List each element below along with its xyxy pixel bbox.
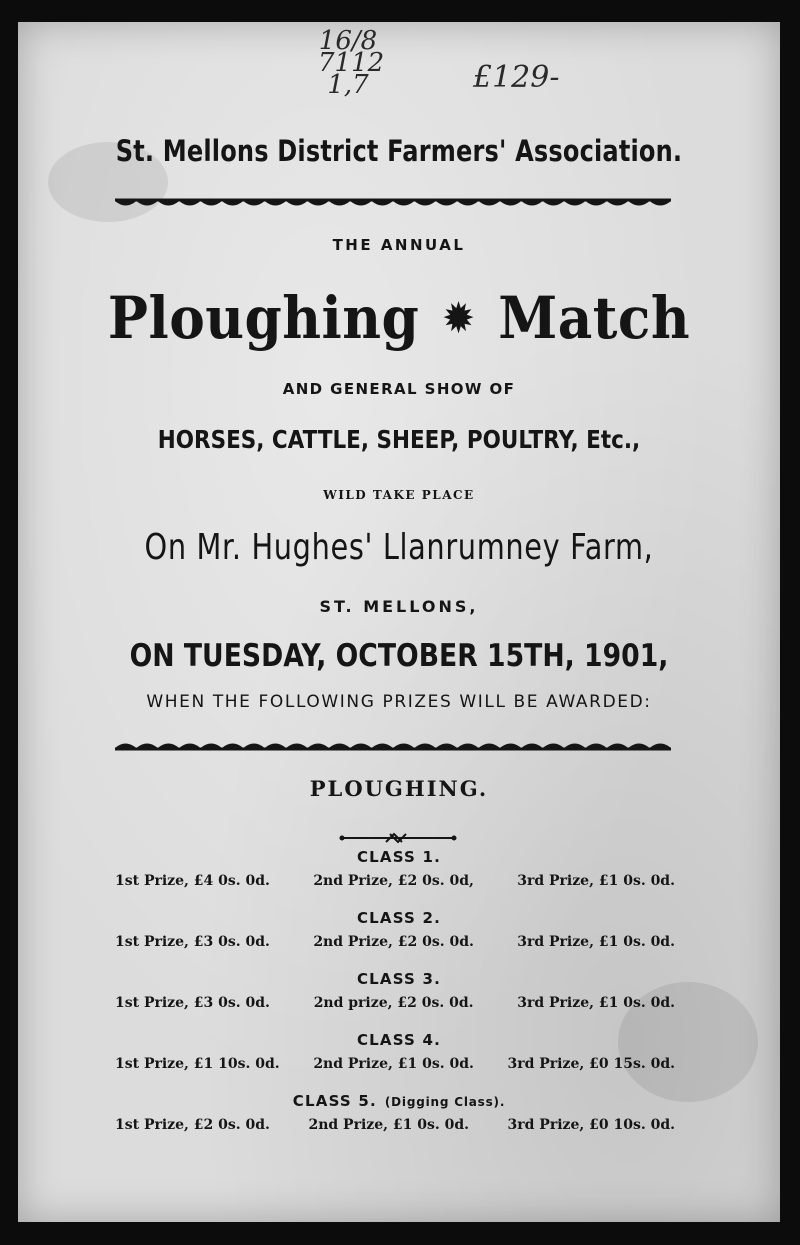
prize-third: 3rd Prize, £1 0s. 0d. xyxy=(517,995,675,1011)
flourish-divider-icon xyxy=(338,830,458,849)
flower-ornament-icon: ✹ xyxy=(443,294,474,340)
class-heading xyxy=(18,848,780,866)
location-line: On Mr. Hughes' Llanrumney Farm, xyxy=(144,527,654,568)
handbill-paper xyxy=(18,22,780,1222)
class-heading xyxy=(18,909,780,927)
event-title-left: Ploughing xyxy=(107,284,420,352)
class-heading-label: CLASS 2. xyxy=(356,909,442,927)
prize-row xyxy=(115,934,675,950)
prize-third: 3rd Prize, £0 15s. 0d. xyxy=(507,1056,675,1072)
town-line: ST. MELLONS, xyxy=(319,597,479,616)
class-heading xyxy=(18,1092,780,1110)
handwritten-catalogue-mark: 16/8 7112 1,7 xyxy=(318,26,385,100)
prize-row xyxy=(115,1056,675,1072)
event-title-right: Match xyxy=(498,284,691,352)
prize-second: 2nd Prize, £2 0s. 0d. xyxy=(313,934,474,950)
scalloped-rule-top xyxy=(115,198,671,212)
prizes-awarded-line: WHEN THE FOLLOWING PRIZES WILL BE AWARDED: xyxy=(146,692,652,712)
prize-first: 1st Prize, £1 10s. 0d. xyxy=(115,1056,280,1072)
prize-second: 2nd Prize, £1 0s. 0d. xyxy=(308,1117,469,1133)
class-heading-label: CLASS 3. xyxy=(356,970,442,988)
association-heading: St. Mellons District Farmers' Association. xyxy=(115,134,683,168)
prize-second: 2nd Prize, £1 0s. 0d. xyxy=(313,1056,474,1072)
date-line: ON TUESDAY, OCTOBER 15TH, 1901, xyxy=(129,638,669,674)
prize-row xyxy=(115,995,675,1011)
prize-first: 1st Prize, £4 0s. 0d. xyxy=(115,873,270,889)
handwritten-price-mark: £129- xyxy=(473,60,560,95)
prize-first: 1st Prize, £2 0s. 0d. xyxy=(115,1117,270,1133)
prize-third: 3rd Prize, £0 10s. 0d. xyxy=(507,1117,675,1133)
the-annual-label: THE ANNUAL xyxy=(332,236,466,254)
class-heading-label: CLASS 5. xyxy=(292,1092,377,1110)
class-heading xyxy=(18,970,780,988)
class-heading xyxy=(18,1031,780,1049)
class-heading-label: CLASS 1. xyxy=(356,848,442,866)
class-heading-label: CLASS 4. xyxy=(356,1031,442,1049)
prize-row xyxy=(115,873,675,889)
prize-second: 2nd Prize, £2 0s. 0d, xyxy=(313,873,474,889)
prize-third: 3rd Prize, £1 0s. 0d. xyxy=(517,934,675,950)
event-title xyxy=(48,284,749,352)
take-place-line: WILD TAKE PLACE xyxy=(323,488,475,502)
prize-row xyxy=(115,1117,675,1133)
prize-first: 1st Prize, £3 0s. 0d. xyxy=(115,934,270,950)
section-title-ploughing: PLOUGHING. xyxy=(309,776,489,801)
animals-line: HORSES, CATTLE, SHEEP, POULTRY, Etc., xyxy=(157,425,641,454)
scalloped-rule-middle xyxy=(115,738,671,752)
prize-first: 1st Prize, £3 0s. 0d. xyxy=(115,995,270,1011)
class-heading-subtitle: (Digging Class). xyxy=(384,1095,506,1109)
prize-third: 3rd Prize, £1 0s. 0d. xyxy=(517,873,675,889)
general-show-label: AND GENERAL SHOW OF xyxy=(282,380,516,398)
prize-second: 2nd prize, £2 0s. 0d. xyxy=(313,995,474,1011)
